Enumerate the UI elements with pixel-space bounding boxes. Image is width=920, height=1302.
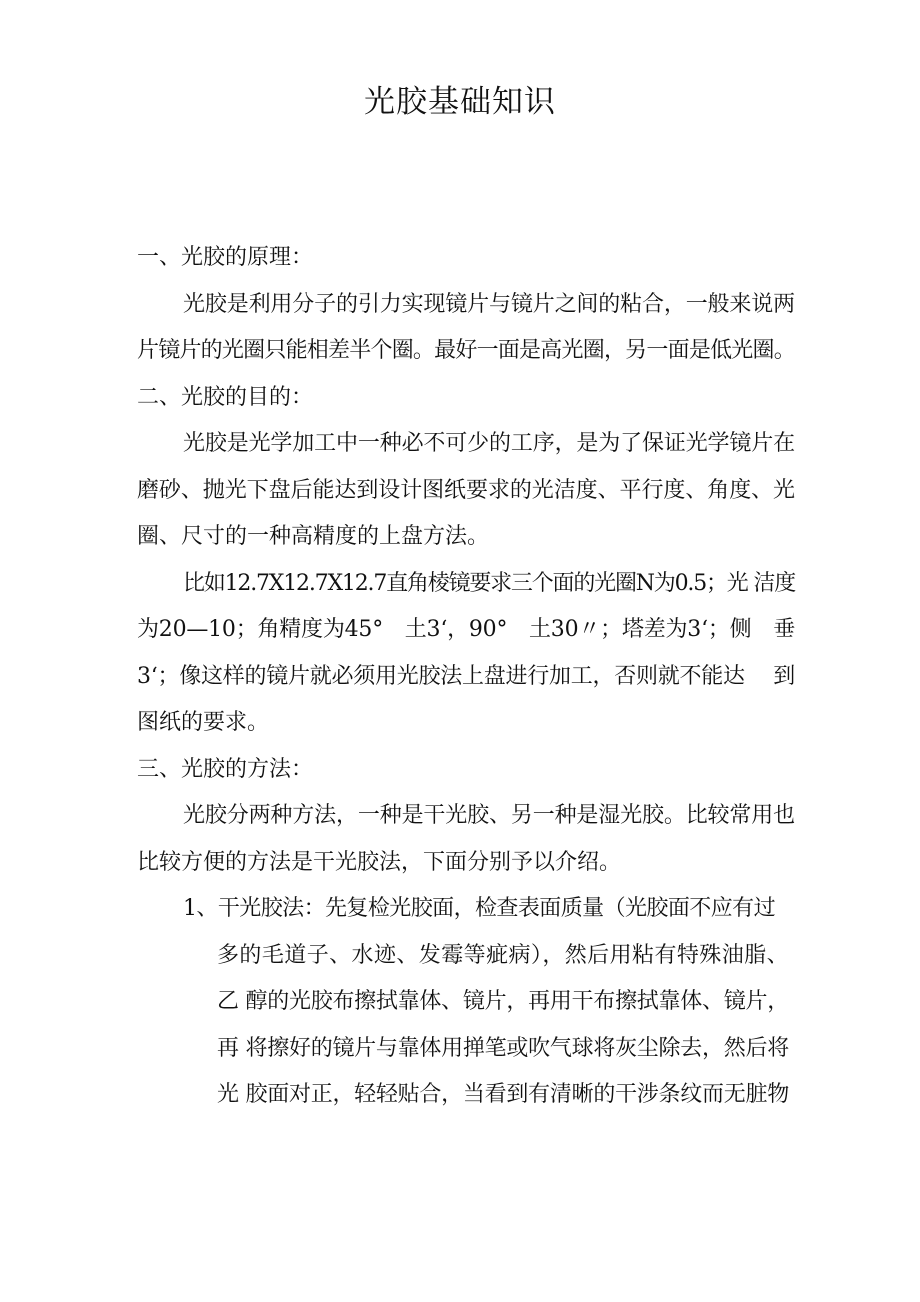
paragraph-line: 3‘；像这样的镜片就必须用光胶法上盘进行加工，否则就不能达 到: [137, 663, 795, 689]
list-item-line: 乙 醇的光胶布擦拭靠体、镜片，再用干布擦拭靠体、镜片，: [217, 989, 789, 1014]
paragraph-line: 图纸的要求。: [137, 710, 270, 735]
section-heading: 一、光胶的原理：: [137, 245, 314, 270]
list-item-line: 多的毛道子、水迹、发霉等疵病），然后用粘有特殊油脂、: [217, 942, 789, 968]
paragraph-line: 磨砂、抛光下盘后能达到设计图纸要求的光洁度、平行度、角度、光: [137, 477, 795, 503]
document-body: [0, 132, 920, 1110]
paragraph-line: 比较方便的方法是干光胶法，下面分别予以介绍。: [137, 849, 622, 875]
paragraph-line: 光胶分两种方法，一种是干光胶、另一种是湿光胶。比较常用也: [183, 803, 795, 828]
list-item-line: 再 将擦好的镜片与靠体用掸笔或吹气球将灰尘除去，然后将: [217, 1035, 789, 1061]
paragraph-line: 比如12.7X12.7X12.7直角棱镜要求三个面的光圈N为0.5；光 洁度: [183, 570, 795, 596]
section-heading: 二、光胶的目的：: [137, 384, 314, 410]
section-heading: 三、光胶的方法：: [137, 756, 314, 782]
paragraph-line: 片镜片的光圈只能相差半个圈。最好一面是高光圈，另一面是低光圈。: [137, 338, 795, 363]
document-title: 光胶基础知识: [364, 84, 556, 120]
paragraph-line: 光胶是利用分子的引力实现镜片与镜片之间的粘合，一般来说两: [183, 291, 795, 317]
paragraph-line: 为20—10；角精度为45° 土3‘，90° 土30〃；塔差为3‘；侧 垂: [137, 617, 796, 642]
list-item-line: 1、干光胶法：先复检光胶面，检查表面质量（光胶面不应有过: [183, 896, 775, 921]
paragraph-line: 圈、尺寸的一种高精度的上盘方法。: [137, 524, 490, 549]
list-item-line: 光 胶面对正，轻轻贴合，当看到有清晰的干涉条纹而无脏物: [217, 1082, 789, 1107]
paragraph-line: 光胶是光学加工中一种必不可少的工序，是为了保证光学镜片在: [183, 431, 795, 456]
